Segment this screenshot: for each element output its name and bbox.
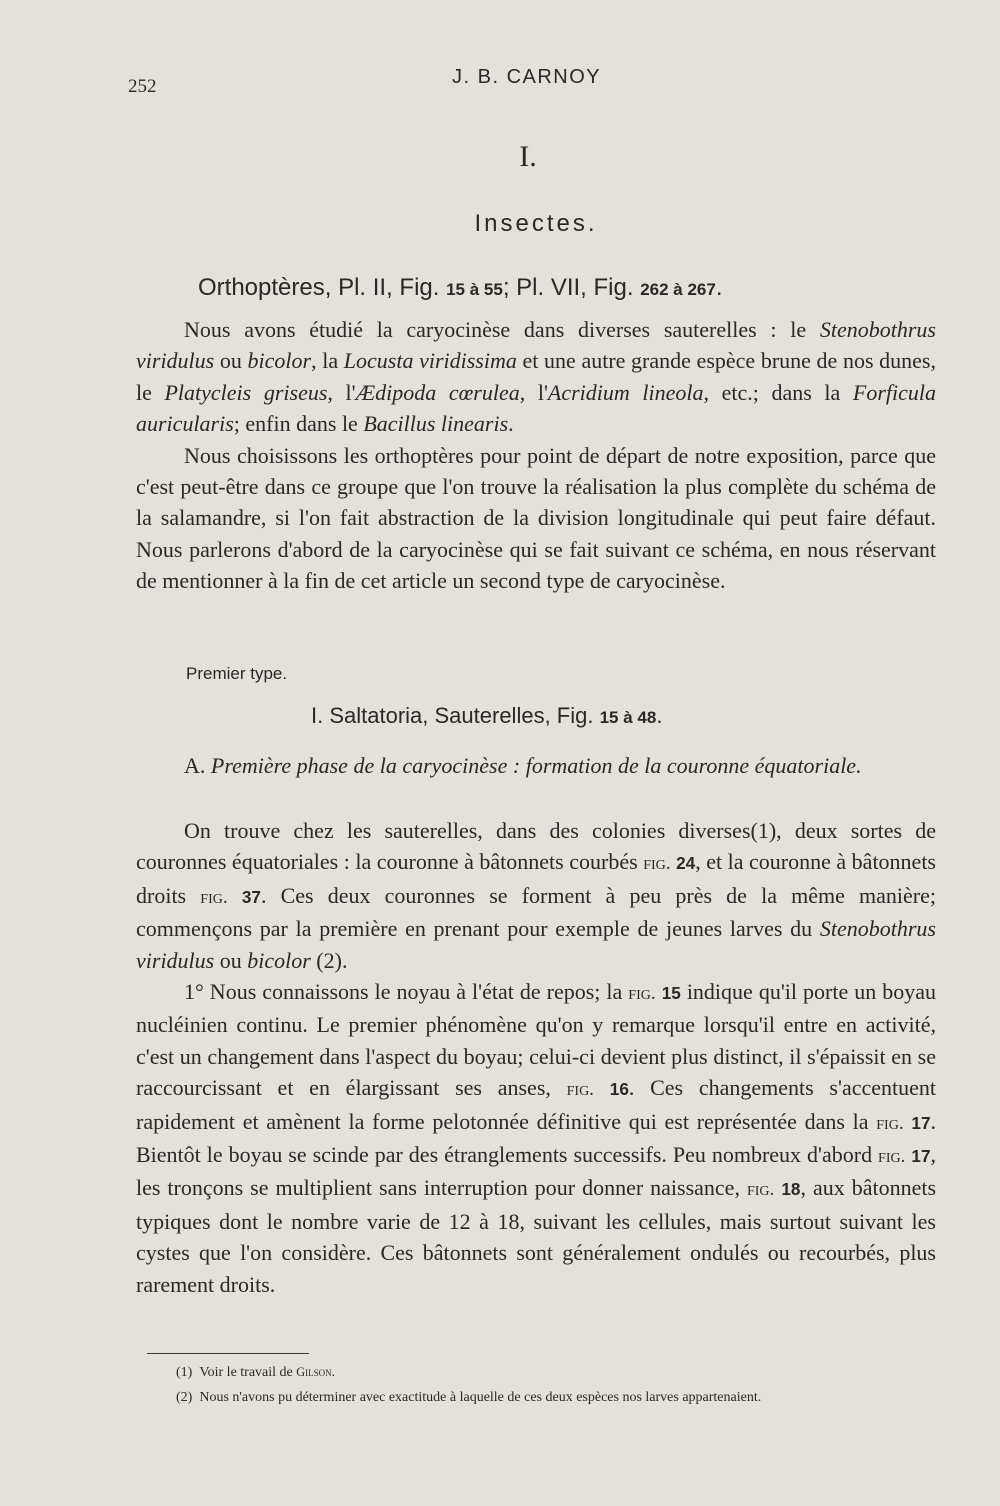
- footnote-2: (2) Nous n'avons pu déterminer avec exactitude à laquelle de ces deux espèces nos larves appartenaient.: [176, 1390, 762, 1405]
- paragraph-2: Nous choisissons les orthoptères pour point de départ de notre exposition, parce que c'est peut-être dans ce groupe que l'on trouve la réalisation la plus complète du schéma de la salamandre, si l'on fait abstraction de la division longitudinale qui peut faire défaut. Nous parlerons d'abord de la caryocinèse qui se fait suivant ce schéma, en nous réservant de mentionner à la fin de cet article un second type de caryocinèse.: [136, 442, 936, 594]
- saltatoria-heading: I. Saltatoria, Sauterelles, Fig. 15 à 48.: [311, 703, 663, 728]
- subsection-range-2: 262 à 267: [640, 280, 716, 299]
- main-text-block: [136, 815, 936, 1300]
- running-title: J. B. CARNOY: [452, 66, 602, 88]
- phase-heading: A. Première phase de la caryocinèse : formation de la couronne équatoriale.: [184, 753, 862, 778]
- page-number: 252: [128, 76, 157, 97]
- subsection-prefix: Orthoptères, Pl. II, Fig.: [198, 274, 447, 301]
- paragraph-1: Nous avons étudié la caryocinèse dans diverses sauterelles : le Stenobothrus viridulus ou bicolor, la Locusta viridissima et une autre grande espèce brune de nos dunes, le Platycleis griseus, l'Ædipoda cœrulea, l'Acridium lineola, etc.; dans la Forficula auricularis; enfin dans le Bacillus linearis.: [136, 317, 936, 437]
- footnote-1: (1) Voir le travail de Gilson.: [176, 1365, 336, 1380]
- footnote-divider: [147, 1353, 309, 1354]
- subsection-range-1: 15 à 55: [446, 280, 503, 299]
- premier-type-heading: Premier type.: [186, 664, 288, 683]
- intro-text-block: [136, 314, 936, 597]
- footnotes: [176, 1360, 956, 1410]
- subsection-title: [198, 274, 723, 302]
- subsection-suffix: .: [715, 274, 723, 301]
- paragraph-3: On trouve chez les sauterelles, dans des colonies diverses(1), deux sortes de couronnes équatoriales : la couronne à bâtonnets courbés fig. 24, et la couronne à bâtonnets droits fig. 37. Ces deux couronnes se forment à peu près de la même manière; commençons par la première en prenant pour exemple de jeunes larves du Stenobothrus viridulus ou bicolor (2).: [136, 818, 936, 973]
- subsection-middle: ; Pl. VII, Fig.: [502, 274, 641, 301]
- section-number: I.: [519, 140, 537, 173]
- paragraph-4: 1° Nous connaissons le noyau à l'état de repos; la fig. 15 indique qu'il porte un boyau nucléinien continu. Le premier phénomène qu'on y remarque lorsqu'il entre en activité, c'est un changement dans l'aspect du boyau; celui-ci devient plus distinct, il s'épaissit en se raccourcissant et en élargissant ses anses, fig. 16. Ces changements s'accentuent rapidement et amènent la forme pelotonnée définitive qui est représentée dans la fig. 17. Bientôt le boyau se scinde par des étranglements successifs. Peu nombreux d'abord fig. 17, les tronçons se multiplient sans interruption pour donner naissance, fig. 18, aux bâtonnets typiques dont le nombre varie de 12 à 18, suivant les cellules, mais surtout suivant les cystes que l'on considère. Ces bâtonnets sont généralement ondulés ou recourbés, plus rarement droits.: [136, 979, 937, 1297]
- section-title: Insectes.: [474, 210, 598, 237]
